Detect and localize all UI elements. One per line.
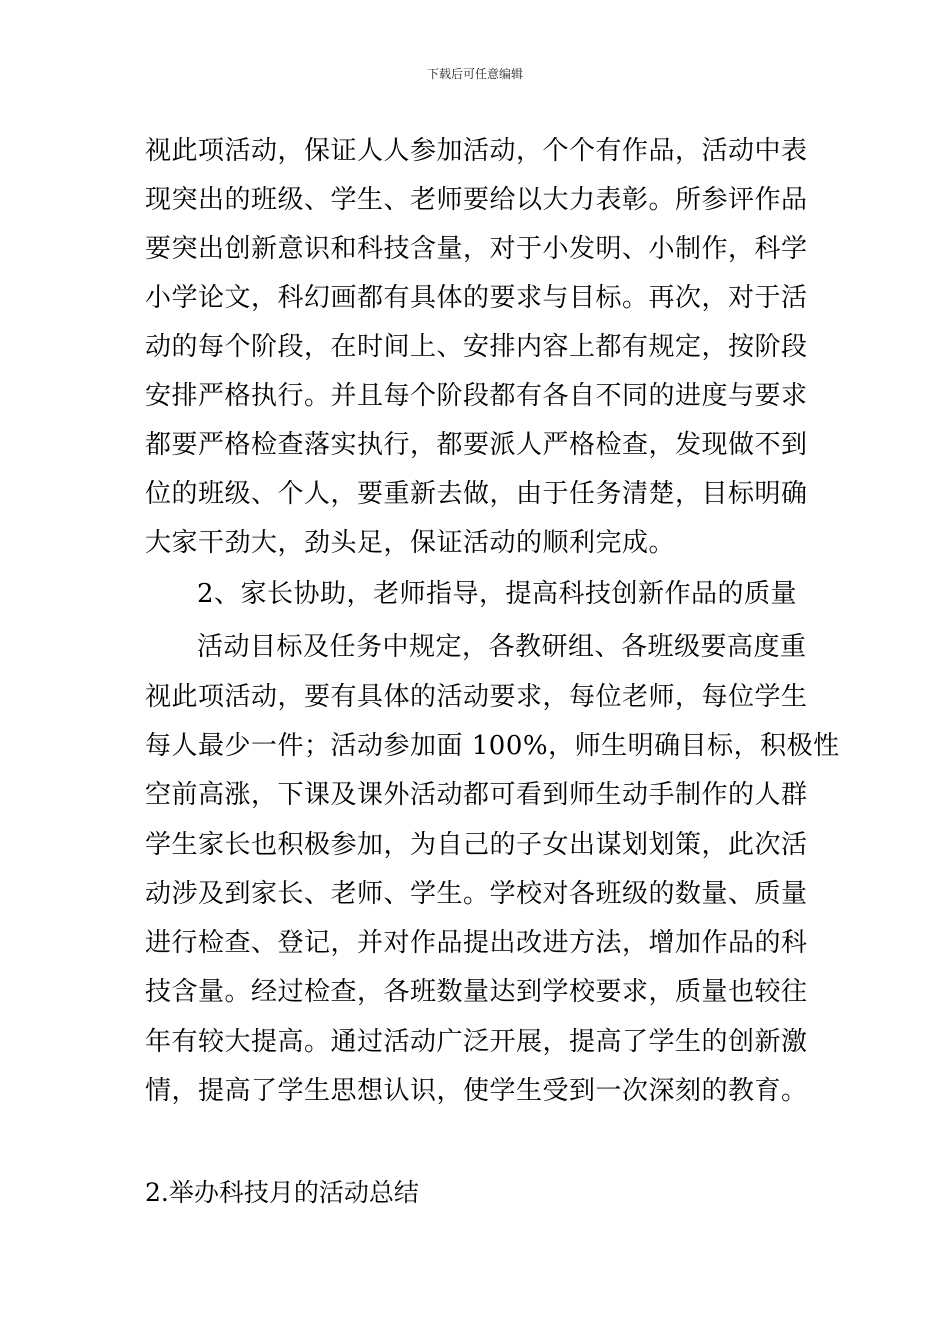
paragraph-line: 空前高涨，下课及课外活动都可看到师生动手制作的人群	[145, 780, 808, 810]
paragraph-line: 大家干劲大，劲头足，保证活动的顺利完成。	[145, 528, 676, 558]
paragraph-line: 现突出的班级、学生、老师要给以大力表彰。所参评作品	[145, 185, 808, 215]
paragraph-line: 学生家长也积极参加，为自己的子女出谋划划策，此次活	[145, 830, 808, 860]
paragraph-line: 要突出创新意识和科技含量，对于小发明、小制作，科学	[145, 234, 808, 264]
paragraph-line: 视此项活动，要有具体的活动要求，每位老师，每位学生	[145, 682, 808, 712]
paragraph-line: 每人最少一件；活动参加面 100%，师生明确目标，积极性	[145, 731, 840, 761]
paragraph-line: 动涉及到家长、老师、学生。学校对各班级的数量、质量	[145, 879, 808, 909]
paragraph-line: 技含量。经过检查，各班数量达到学校要求，质量也较往	[145, 977, 808, 1007]
paragraph-line: 安排严格执行。并且每个阶段都有各自不同的进度与要求	[145, 381, 808, 411]
paragraph-line: 都要严格检查落实执行，都要派人严格检查，发现做不到	[145, 430, 808, 460]
paragraph-line: 年有较大提高。通过活动广泛开展，提高了学生的创新激	[145, 1027, 808, 1057]
paragraph-line: 视此项活动，保证人人参加活动，个个有作品，活动中表	[145, 136, 808, 166]
paragraph-line: 小学论文，科幻画都有具体的要求与目标。再次，对于活	[145, 283, 808, 313]
section-heading: 2.举办科技月的活动总结	[145, 1178, 419, 1207]
paragraph-line: 情，提高了学生思想认识，使学生受到一次深刻的教育。	[145, 1076, 808, 1106]
subsection-title: 2、家长协助，老师指导，提高科技创新作品的质量	[197, 579, 798, 609]
paragraph-line: 位的班级、个人，要重新去做，由于任务清楚，目标明确	[145, 479, 808, 509]
paragraph-line: 进行检查、登记，并对作品提出改进方法，增加作品的科	[145, 928, 808, 958]
paragraph-line: 动的每个阶段，在时间上、安排内容上都有规定，按阶段	[145, 332, 808, 362]
paragraph-line: 活动目标及任务中规定，各教研组、各班级要高度重	[197, 632, 807, 662]
page-header-note: 下载后可任意编辑	[426, 67, 523, 81]
